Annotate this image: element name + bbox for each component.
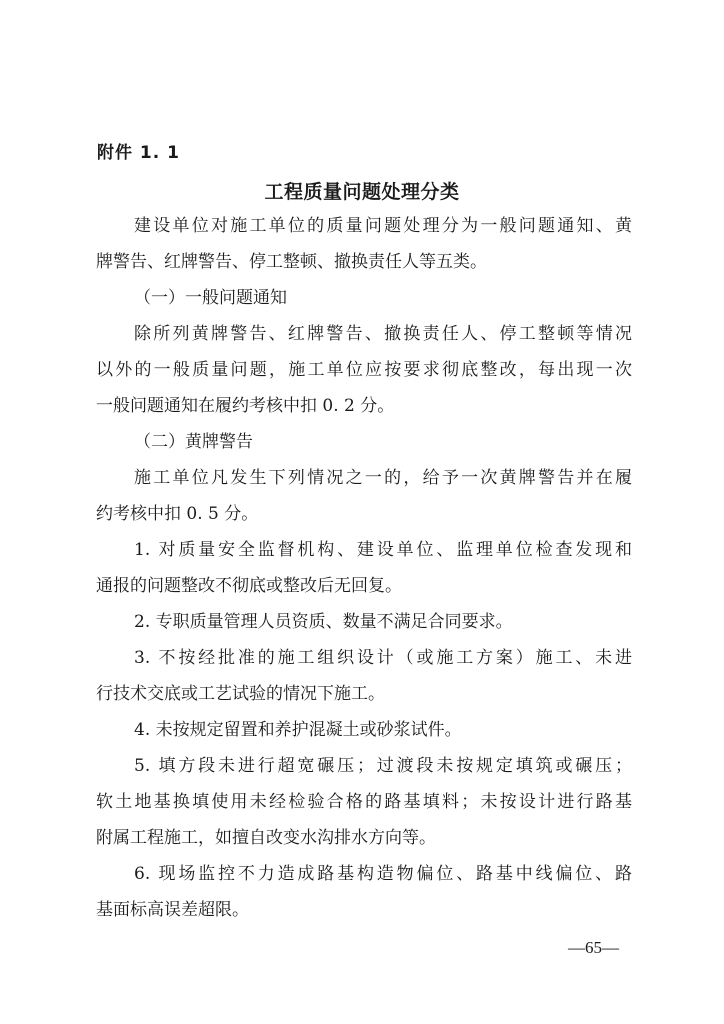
list-item-line: 基面标高误差超限。 xyxy=(96,900,249,920)
body-line: 牌警告、红牌警告、停工整顿、撤换责任人等五类。 xyxy=(96,252,487,272)
list-item-line: 2. 专职质量管理人员资质、数量不满足合同要求。 xyxy=(134,612,513,632)
list-item-line: 通报的问题整改不彻底或整改后无回复。 xyxy=(96,576,402,596)
body-line: 一般问题通知在履约考核中扣 0. 2 分。 xyxy=(96,396,395,416)
list-item-line: 1. 对质量安全监督机构、建设单位、监理单位检查发现和 xyxy=(134,540,632,560)
list-item-line: 4. 未按规定留置和养护混凝土或砂浆试件。 xyxy=(134,720,462,740)
list-item-line: 3. 不按经批准的施工组织设计（或施工方案）施工、未进 xyxy=(134,648,632,668)
list-item-line: 行技术交底或工艺试验的情况下施工。 xyxy=(96,684,385,704)
page-number: —65— xyxy=(568,938,619,957)
body-line: 除所列黄牌警告、红牌警告、撤换责任人、停工整顿等情况 xyxy=(134,324,632,344)
page-title: 工程质量问题处理分类 xyxy=(264,181,460,203)
attachment-label: 附件 1. 1 xyxy=(97,143,180,163)
section-heading: （二）黄牌警告 xyxy=(134,432,253,452)
body-line: 约考核中扣 0. 5 分。 xyxy=(96,504,259,524)
body-line: 建设单位对施工单位的质量问题处理分为一般问题通知、黄 xyxy=(134,216,632,236)
section-heading: （一）一般问题通知 xyxy=(134,288,287,308)
list-item-line: 6. 现场监控不力造成路基构造物偏位、路基中线偏位、路 xyxy=(134,864,632,884)
list-item-line: 软土地基换填使用未经检验合格的路基填料；未按设计进行路基 xyxy=(96,792,632,812)
list-item-line: 附属工程施工，如擅自改变水沟排水方向等。 xyxy=(96,828,436,848)
body-line: 施工单位凡发生下列情况之一的，给予一次黄牌警告并在履 xyxy=(134,468,632,488)
list-item-line: 5. 填方段未进行超宽碾压；过渡段未按规定填筑或碾压； xyxy=(134,756,632,776)
body-line: 以外的一般质量问题，施工单位应按要求彻底整改，每出现一次 xyxy=(96,360,632,380)
